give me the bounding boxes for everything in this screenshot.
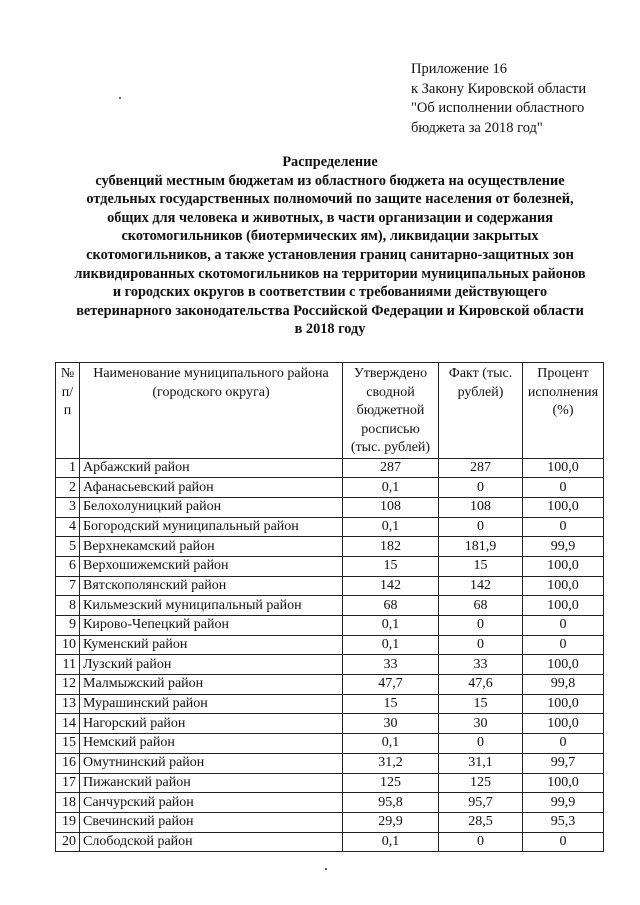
cell-percent: 100,0	[523, 596, 604, 616]
cell-district-name: Куменский район	[80, 635, 343, 655]
table-row	[56, 773, 604, 793]
cell-fact: 28,5	[439, 812, 523, 832]
cell-num: 8	[56, 596, 80, 616]
cell-percent: 100,0	[523, 497, 604, 517]
cell-num: 17	[56, 773, 80, 793]
cell-num: 9	[56, 616, 80, 636]
table-row	[56, 576, 604, 596]
cell-percent: 99,8	[523, 675, 604, 695]
document-title	[50, 153, 610, 339]
table-row	[56, 635, 604, 655]
title-line: и городских округов в соответствии с требованиями действующего	[112, 284, 548, 301]
table-row	[56, 596, 604, 616]
title-line: в 2018 году	[294, 321, 366, 338]
table-row	[56, 616, 604, 636]
table-row	[56, 714, 604, 734]
title-line: ликвидированных скотомогильников на территории муниципальных районов	[74, 265, 586, 282]
header-num: № п/п	[56, 363, 80, 459]
cell-approved: 68	[343, 596, 439, 616]
cell-percent: 100,0	[523, 576, 604, 596]
cell-district-name: Омутнинский район	[80, 753, 343, 773]
table-row	[56, 478, 604, 498]
cell-approved: 15	[343, 694, 439, 714]
table-row	[56, 734, 604, 754]
cell-percent: 0	[523, 734, 604, 754]
cell-num: 12	[56, 675, 80, 695]
cell-approved: 95,8	[343, 793, 439, 813]
cell-district-name: Вятскополянский район	[80, 576, 343, 596]
cell-num: 19	[56, 812, 80, 832]
cell-district-name: Белохолуницкий район	[80, 497, 343, 517]
table-row	[56, 497, 604, 517]
cell-percent: 100,0	[523, 556, 604, 576]
table-header-row	[56, 363, 604, 459]
table-row	[56, 793, 604, 813]
cell-district-name: Санчурский район	[80, 793, 343, 813]
cell-num: 7	[56, 576, 80, 596]
cell-fact: 30	[439, 714, 523, 734]
header-percent: Процент исполнения (%)	[523, 363, 604, 459]
cell-percent: 95,3	[523, 812, 604, 832]
header-name: Наименование муниципального района (городского округа)	[80, 363, 343, 459]
cell-approved: 0,1	[343, 635, 439, 655]
appendix-line: Приложение 16	[411, 61, 507, 77]
cell-fact: 0	[439, 478, 523, 498]
cell-district-name: Афанасьевский район	[80, 478, 343, 498]
scan-speck	[119, 97, 121, 99]
cell-fact: 0	[439, 734, 523, 754]
cell-num: 18	[56, 793, 80, 813]
scan-speck	[325, 868, 327, 870]
table-row	[56, 753, 604, 773]
cell-percent: 0	[523, 616, 604, 636]
cell-fact: 142	[439, 576, 523, 596]
cell-approved: 182	[343, 537, 439, 557]
table-row	[56, 655, 604, 675]
cell-approved: 142	[343, 576, 439, 596]
cell-num: 6	[56, 556, 80, 576]
cell-num: 2	[56, 478, 80, 498]
cell-fact: 47,6	[439, 675, 523, 695]
cell-num: 3	[56, 497, 80, 517]
cell-fact: 15	[439, 694, 523, 714]
appendix-line: бюджета за 2018 год"	[411, 119, 543, 136]
cell-fact: 287	[439, 458, 523, 478]
cell-num: 4	[56, 517, 80, 537]
cell-fact: 181,9	[439, 537, 523, 557]
cell-num: 14	[56, 714, 80, 734]
cell-percent: 0	[523, 517, 604, 537]
cell-num: 10	[56, 635, 80, 655]
cell-num: 11	[56, 655, 80, 675]
cell-approved: 47,7	[343, 675, 439, 695]
cell-fact: 0	[439, 517, 523, 537]
title-line: Распределение	[282, 154, 378, 170]
title-line: субвенций местным бюджетам из областного бюджета на осуществление	[95, 172, 565, 189]
table-row	[56, 537, 604, 557]
cell-fact: 125	[439, 773, 523, 793]
cell-num: 1	[56, 458, 80, 478]
cell-district-name: Богородский муниципальный район	[80, 517, 343, 537]
title-line: общих для человека и животных, в части организации и содержания	[107, 209, 553, 226]
cell-district-name: Слободской район	[80, 832, 343, 852]
table-row	[56, 556, 604, 576]
cell-approved: 0,1	[343, 616, 439, 636]
cell-district-name: Верхнекамский район	[80, 537, 343, 557]
cell-fact: 31,1	[439, 753, 523, 773]
appendix-line: "Об исполнении областного	[411, 100, 585, 116]
cell-fact: 0	[439, 616, 523, 636]
cell-num: 13	[56, 694, 80, 714]
cell-num: 5	[56, 537, 80, 557]
cell-approved: 15	[343, 556, 439, 576]
cell-approved: 33	[343, 655, 439, 675]
title-line: отдельных государственных полномочий по защите населения от болезней,	[86, 191, 574, 208]
cell-district-name: Нагорский район	[80, 714, 343, 734]
cell-percent: 99,9	[523, 537, 604, 557]
cell-fact: 68	[439, 596, 523, 616]
table-row	[56, 517, 604, 537]
cell-percent: 0	[523, 635, 604, 655]
cell-percent: 100,0	[523, 773, 604, 793]
table-body	[56, 458, 604, 852]
cell-district-name: Пижанский район	[80, 773, 343, 793]
cell-fact: 0	[439, 635, 523, 655]
appendix-line: к Закону Кировской области	[411, 80, 587, 97]
cell-fact: 95,7	[439, 793, 523, 813]
cell-percent: 0	[523, 478, 604, 498]
cell-approved: 0,1	[343, 478, 439, 498]
cell-fact: 108	[439, 497, 523, 517]
cell-approved: 287	[343, 458, 439, 478]
cell-district-name: Арбажский район	[80, 458, 343, 478]
cell-approved: 108	[343, 497, 439, 517]
cell-district-name: Кильмезский муниципальный район	[80, 596, 343, 616]
cell-percent: 99,7	[523, 753, 604, 773]
title-line: ветеринарного законодательства Российской Федерации и Кировской области	[76, 302, 584, 319]
header-approved: Утверждено сводной бюджетной росписью (тыс. рублей)	[343, 363, 439, 459]
cell-district-name: Лузский район	[80, 655, 343, 675]
cell-approved: 125	[343, 773, 439, 793]
table-row	[56, 694, 604, 714]
cell-fact: 0	[439, 832, 523, 852]
cell-approved: 0,1	[343, 517, 439, 537]
cell-district-name: Малмыжский район	[80, 675, 343, 695]
cell-fact: 15	[439, 556, 523, 576]
cell-num: 16	[56, 753, 80, 773]
cell-percent: 99,9	[523, 793, 604, 813]
title-line: скотомогильников, а также установления границ санитарно-защитных зон	[86, 246, 574, 263]
cell-approved: 0,1	[343, 832, 439, 852]
table-row	[56, 458, 604, 478]
cell-fact: 33	[439, 655, 523, 675]
cell-percent: 100,0	[523, 694, 604, 714]
cell-approved: 0,1	[343, 734, 439, 754]
cell-approved: 31,2	[343, 753, 439, 773]
subvention-table	[55, 362, 604, 852]
cell-approved: 30	[343, 714, 439, 734]
cell-district-name: Немский район	[80, 734, 343, 754]
cell-district-name: Кирово-Чепецкий район	[80, 616, 343, 636]
cell-percent: 100,0	[523, 458, 604, 478]
cell-num: 20	[56, 832, 80, 852]
table-row	[56, 832, 604, 852]
cell-percent: 100,0	[523, 714, 604, 734]
cell-district-name: Свечинский район	[80, 812, 343, 832]
cell-approved: 29,9	[343, 812, 439, 832]
header-fact: Факт (тыс. рублей)	[439, 363, 523, 459]
table-row	[56, 675, 604, 695]
cell-percent: 100,0	[523, 655, 604, 675]
title-line: скотомогильников (биотермических ям), ликвидации закрытых	[121, 228, 539, 245]
table-row	[56, 812, 604, 832]
cell-district-name: Верхошижемский район	[80, 556, 343, 576]
cell-num: 15	[56, 734, 80, 754]
cell-district-name: Мурашинский район	[80, 694, 343, 714]
appendix-note	[411, 60, 586, 138]
cell-percent: 0	[523, 832, 604, 852]
